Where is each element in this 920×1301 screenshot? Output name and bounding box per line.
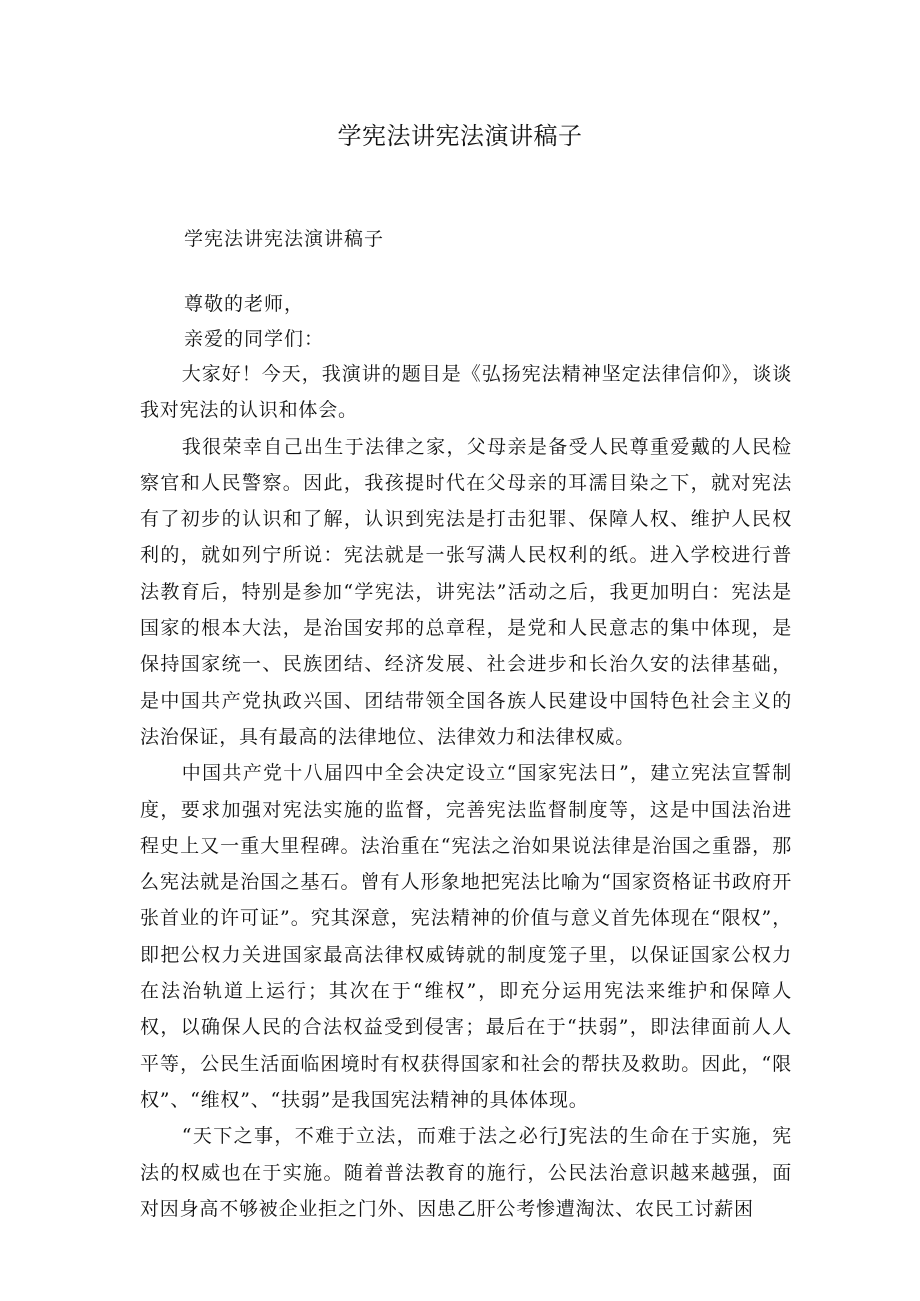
speech-body bbox=[140, 356, 792, 1227]
salutation-students: 亲爱的同学们： bbox=[184, 328, 325, 350]
document-subtitle: 学宪法讲宪法演讲稿子 bbox=[184, 228, 385, 250]
paragraph-implementation: “天下之事，不难于立法，而难于法之必行J宪法的生命在于实施，宪法的权威也在于实施。随着普法教育的施行，公民法治意识越来越强，面对因身高不够被企业拒之门外、因患乙肝公考惨遭淘汰、农民工讨薪困 bbox=[140, 1125, 792, 1220]
paragraph-constitution-day: 中国共产党十八届四中全会决定设立“国家宪法日”，建立宪法宣誓制度，要求加强对宪法实施的监督，完善宪法监督制度等，这是中国法治进程史上又一重大里程碑。法治重在“宪法之治如果说法律是治国之重器，那么宪法就是治国之基石。曾有人形象地把宪法比喻为“国家资格证书政府开张首业的许可证”。究其深意，宪法精神的价值与意义首先体现在“限权”，即把公权力关进国家最高法律权威铸就的制度笼子里，以保证国家公权力在法治轨道上运行；其次在于“维权”，即充分运用宪法来维护和保障人权，以确保人民的合法权益受到侵害；最后在于“扶弱”，即法律面前人人平等，公民生活面临困境时有权获得国家和社会的帮扶及救助。因此，“限权”、“维权”、“扶弱”是我国宪法精神的具体体现。 bbox=[140, 762, 792, 1111]
paragraph-intro: 大家好！今天，我演讲的题目是《弘扬宪法精神坚定法律信仰》，谈谈我对宪法的认识和体会。 bbox=[140, 363, 792, 422]
document-title: 学宪法讲宪法演讲稿子 bbox=[337, 122, 583, 150]
salutation-teachers: 尊敬的老师， bbox=[184, 293, 305, 315]
paragraph-family-background: 我很荣幸自己出生于法律之家，父母亲是备受人民尊重爱戴的人民检察官和人民警察。因此，我孩提时代在父母亲的耳濡目染之下，就对宪法有了初步的认识和了解，认识到宪法是打击犯罪、保障人权、维护人民权利的，就如列宁所说：宪法就是一张写满人民权利的纸。进入学校进行普法教育后，特别是参加“学宪法，讲宪法”活动之后，我更加明白：宪法是国家的根本大法，是治国安邦的总章程，是党和人民意志的集中体现，是保持国家统一、民族团结、经济发展、社会进步和长治久安的法律基础，是中国共产党执政兴国、团结带领全国各族人民建设中国特色社会主义的法治保证，具有最高的法律地位、法律效力和法律权威。 bbox=[140, 435, 792, 748]
